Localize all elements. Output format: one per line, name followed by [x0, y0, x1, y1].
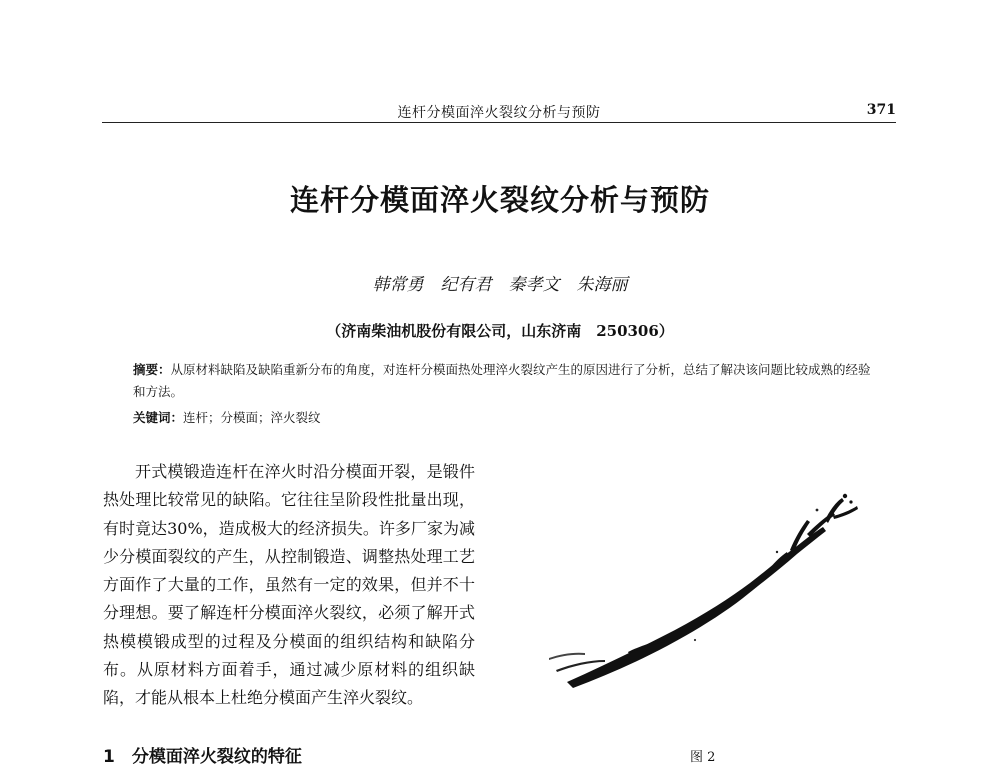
crack-speck	[843, 494, 847, 498]
figure-caption: 图 2	[690, 750, 716, 765]
body-paragraph: 开式模锻造连杆在淬火时沿分模面开裂，是锻件热处理比较常见的缺陷。它往往呈阶段性批量出现，有时竟达30%，造成极大的经济损失。许多厂家为减少分模面裂纹的产生，从控制锻造、调整热处理工艺方面作了大量的工作，虽然有一定的效果，但并不十分理想。要了解连杆分模面淬火裂纹，必须了解开式热模模锻成型的过程及分模面的组织结构和缺陷分布。从原材料方面着手，通过减少原材料的组织缺陷，才能从根本上杜绝分模面产生淬火裂纹。	[103, 462, 475, 708]
crack-branch	[825, 498, 844, 523]
crack-micrograph-figure	[545, 490, 865, 695]
page-number: 371	[866, 102, 896, 118]
abstract-label: 摘要：	[133, 362, 171, 377]
running-header	[102, 100, 896, 123]
section-heading: 1 分模面淬火裂纹的特征	[103, 747, 302, 767]
crack-branch	[549, 653, 585, 660]
authors: 韩常勇 纪有君 秦孝文 朱海丽	[372, 275, 628, 295]
keywords-text: 连杆；分模面；淬火裂纹	[183, 410, 321, 425]
paper-title: 连杆分模面淬火裂纹分析与预防	[289, 183, 710, 217]
running-title: 连杆分模面淬火裂纹分析与预防	[397, 105, 601, 121]
crack-main	[567, 527, 826, 688]
abstract-text: 从原材料缺陷及缺陷重新分布的角度，对连杆分模面热处理淬火裂纹产生的原因进行了分析，总结了解决该问题比较成熟的经验和方法。	[133, 362, 871, 399]
abstract	[133, 359, 873, 403]
crack-speck	[816, 509, 819, 512]
crack-speck	[776, 551, 778, 553]
keywords-label: 关键词：	[133, 410, 184, 425]
crack-speck	[694, 639, 696, 641]
keywords	[133, 408, 873, 426]
crack-speck	[849, 500, 852, 503]
affiliation: （济南柴油机股份有限公司，山东济南 250306）	[326, 322, 674, 340]
